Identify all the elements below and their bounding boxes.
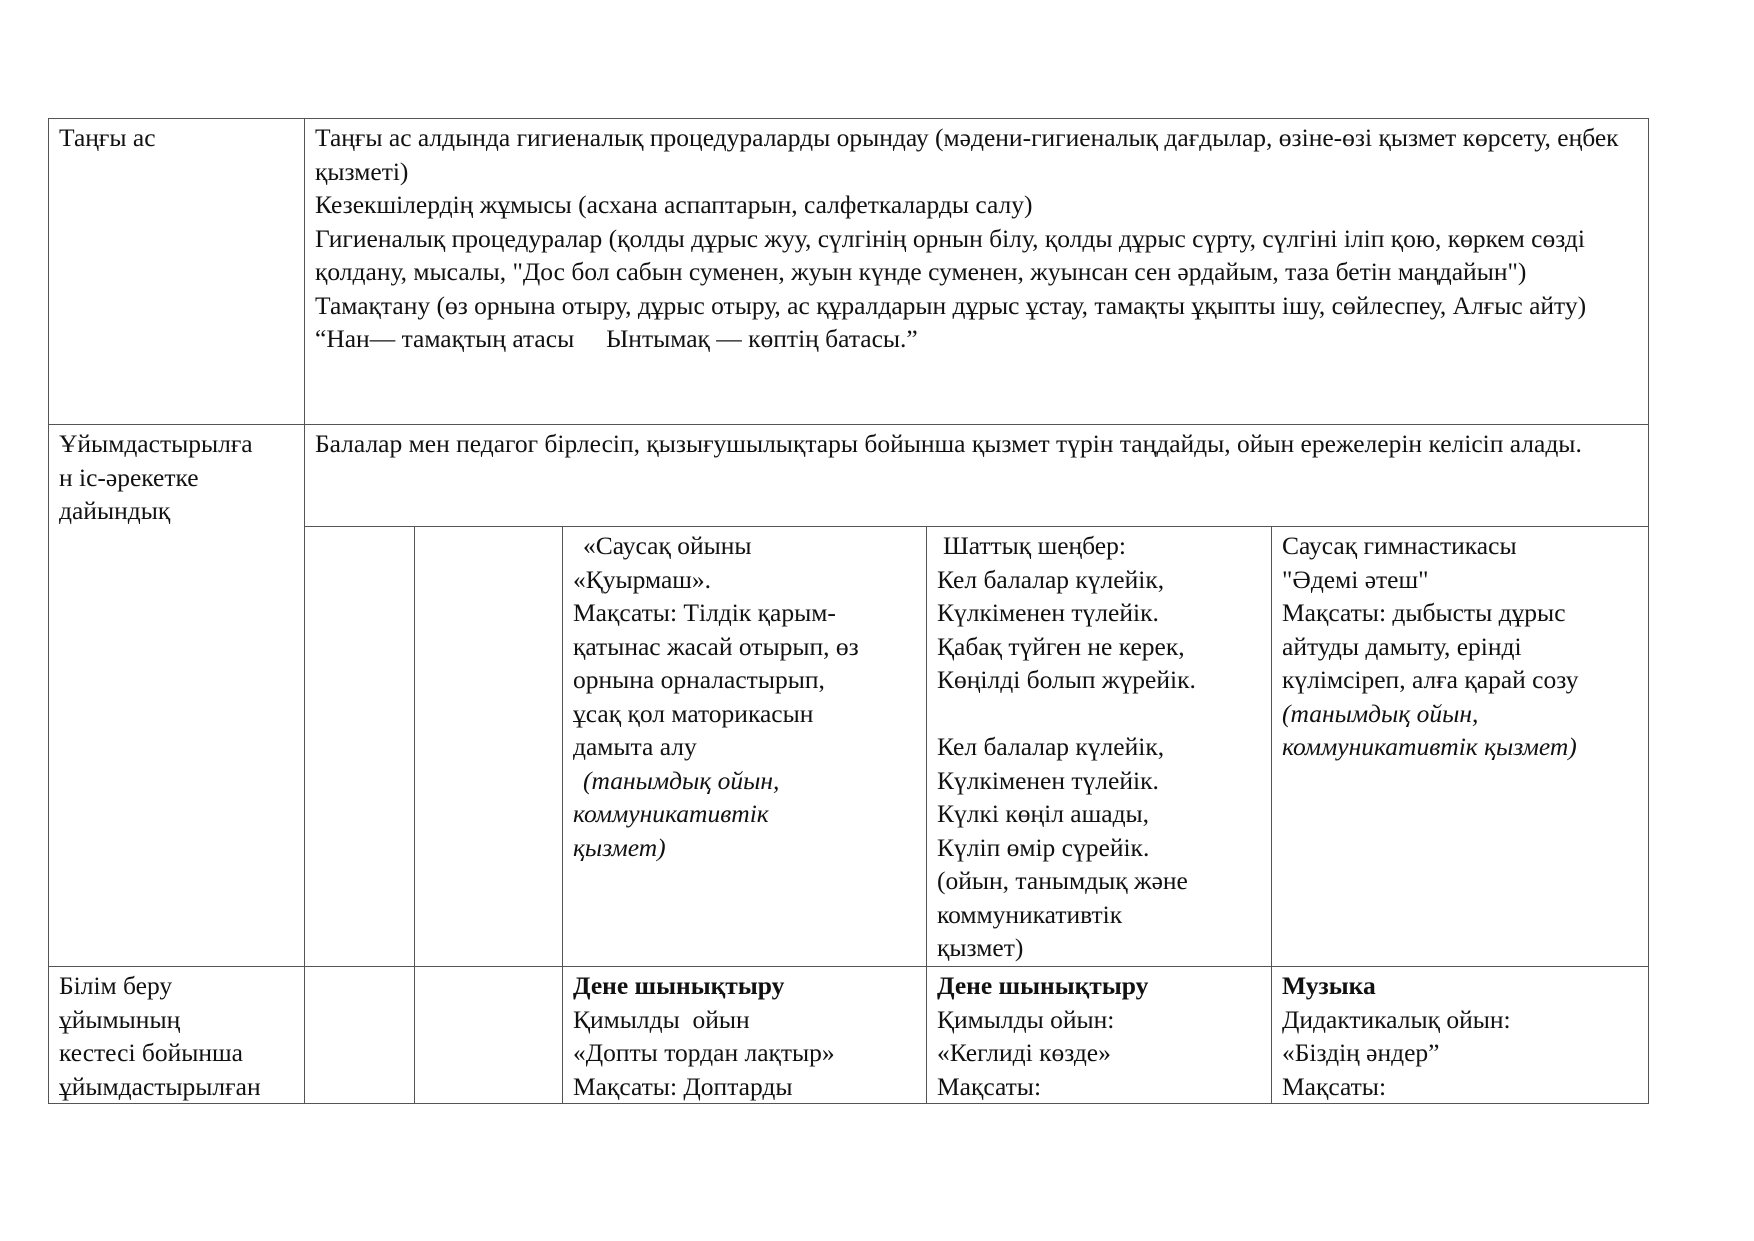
empty-cell-mon bbox=[305, 527, 415, 967]
organized-col3-subject: Дене шынықтыру bbox=[573, 971, 785, 1000]
joy-circle-verse2-line-1: Кел балалар күлейік, bbox=[937, 732, 1165, 761]
organized-col3-line-1: Қимылды ойын bbox=[573, 1004, 750, 1034]
finger-gymnastics-line-4: айтуды дамыту, ерінді bbox=[1282, 631, 1522, 661]
empty-cell-tue bbox=[415, 527, 563, 967]
organized-empty-mon bbox=[305, 967, 415, 1104]
breakfast-label-cell bbox=[49, 119, 305, 425]
finger-gymnastics-activity-2: коммуникативтік қызмет) bbox=[1282, 732, 1577, 761]
breakfast-line-2: Кезекшілердің жұмысы (асхана аспаптарын, салфеткаларды салу) bbox=[315, 190, 1033, 219]
breakfast-line-3: Гигиеналық процедуралар (қолды дұрыс жуу, сүлгінің орнын білу, қолды дұрыс сүрту, сүлгіні іліп қою, көркем сөзді қолдану, мысалы, "Дос бол сабын суменен, жуын күнде суменен, жуынсан сен әрдайым, таза бетін маңдайын") bbox=[315, 223, 1585, 286]
preparation-text: Балалар мен педагог бірлесіп, қызығушылықтары бойынша қызмет түрін таңдайды, ойын ережелерін келісіп алады. bbox=[315, 429, 1582, 458]
organized-col4-subject: Дене шынықтыру bbox=[937, 971, 1149, 1000]
finger-gymnastics-line-2: "Әдемі әтеш" bbox=[1282, 564, 1429, 594]
joy-circle-cell bbox=[927, 527, 1272, 967]
finger-game-line-1: «Саусақ ойыны bbox=[583, 531, 752, 560]
organized-col5-cell bbox=[1272, 967, 1649, 1104]
joy-circle-verse2-line-3: Күлкі көңіл ашады, bbox=[937, 799, 1150, 828]
verse-spacer bbox=[937, 697, 1263, 731]
preparation-row bbox=[49, 425, 1649, 527]
organized-label-cell bbox=[49, 967, 305, 1104]
finger-game-line-6: ұсақ қол маторикасын bbox=[573, 698, 814, 728]
finger-gymnastics-line-1: Саусақ гимнастикасы bbox=[1282, 531, 1517, 560]
finger-game-cell bbox=[563, 527, 927, 967]
organized-label-part-1: Білім беру bbox=[59, 971, 173, 1000]
organized-row bbox=[49, 967, 1649, 1104]
breakfast-content-cell bbox=[305, 119, 1649, 425]
joy-circle-verse2-line-4: Күліп өмір сүрейік. bbox=[937, 832, 1150, 862]
preparation-label-cell bbox=[49, 425, 305, 967]
finger-game-activity-1: (танымдық ойын, bbox=[583, 765, 780, 795]
preparation-label-part-2: н іс-әрекетке bbox=[59, 462, 199, 492]
daily-plan-table bbox=[48, 118, 1649, 1104]
finger-gymnastics-cell bbox=[1272, 527, 1649, 967]
finger-game-line-3: Мақсаты: Тілдік қарым- bbox=[573, 598, 836, 627]
organized-col4-line-1: Қимылды ойын: bbox=[937, 1004, 1115, 1034]
joy-circle-verse1-line-1: Кел балалар күлейік, bbox=[937, 564, 1165, 594]
preparation-text-cell bbox=[305, 425, 1649, 527]
organized-col5-subject: Музыка bbox=[1282, 971, 1376, 1000]
organized-col3-cell bbox=[563, 967, 927, 1104]
finger-game-line-7: дамыта алу bbox=[573, 732, 697, 761]
finger-gymnastics-line-3: Мақсаты: дыбысты дұрыс bbox=[1282, 598, 1566, 627]
joy-circle-activity-1: (ойын, танымдық және bbox=[937, 866, 1188, 895]
breakfast-label: Таңғы ас bbox=[59, 123, 156, 152]
finger-game-line-5: орнына орналастырып, bbox=[573, 665, 825, 694]
joy-circle-verse1-line-4: Көңілді болып жүрейік. bbox=[937, 665, 1196, 694]
joy-circle-activity-3: қызмет) bbox=[937, 933, 1024, 962]
organized-col4-line-2: «Кеглиді көзде» bbox=[937, 1038, 1111, 1067]
preparation-label-part-1: Ұйымдастырылға bbox=[59, 429, 253, 458]
preparation-label-part-3: дайындық bbox=[59, 496, 171, 525]
organized-col5-line-1: Дидактикалық ойын: bbox=[1282, 1004, 1511, 1034]
breakfast-row bbox=[49, 119, 1649, 425]
finger-gymnastics-line-5: күлімсіреп, алға қарай созу bbox=[1282, 665, 1579, 694]
finger-game-line-4: қатынас жасай отырып, өз bbox=[573, 631, 859, 661]
joy-circle-activity-2: коммуникативтік bbox=[937, 899, 1123, 929]
breakfast-line-1: Таңғы ас алдында гигиеналық процедураларды орындау (мәдени-гигиеналық дағдылар, өзіне-өзі қызмет көрсету, еңбек қызметі) bbox=[315, 123, 1619, 186]
organized-col3-line-2: «Допты тордан лақтыр» bbox=[573, 1038, 835, 1067]
organized-empty-tue bbox=[415, 967, 563, 1104]
joy-circle-verse1-line-3: Қабақ түйген не керек, bbox=[937, 631, 1185, 661]
organized-col3-line-3: Мақсаты: Доптарды bbox=[573, 1071, 793, 1101]
finger-game-activity-3: қызмет) bbox=[573, 832, 666, 862]
finger-game-line-2: «Қуырмаш». bbox=[573, 564, 712, 594]
organized-label-part-3: кестесі бойынша bbox=[59, 1038, 244, 1067]
breakfast-proverb: “Нан— тамақтың атасы Ынтымақ — көптің батасы.” bbox=[315, 324, 918, 353]
joy-circle-title: Шаттық шеңбер: bbox=[943, 531, 1126, 560]
organized-col5-line-3: Мақсаты: bbox=[1282, 1071, 1387, 1101]
breakfast-line-4: Тамақтану (өз орнына отыру, дұрыс отыру, ас құралдарын дұрыс ұстау, тамақты ұқыпты ішу, сөйлеспеу, Алғыс айту) bbox=[315, 290, 1587, 320]
organized-label-part-4: ұйымдастырылған bbox=[59, 1071, 261, 1101]
organized-col4-line-3: Мақсаты: bbox=[937, 1071, 1042, 1101]
organized-label-part-2: ұйымының bbox=[59, 1004, 181, 1034]
organized-col5-line-2: «Біздің әндер” bbox=[1282, 1038, 1440, 1067]
joy-circle-verse2-line-2: Күлкіменен түлейік. bbox=[937, 765, 1159, 795]
organized-col4-cell bbox=[927, 967, 1272, 1104]
joy-circle-verse1-line-2: Күлкіменен түлейік. bbox=[937, 598, 1159, 627]
finger-gymnastics-activity-1: (танымдық ойын, bbox=[1282, 698, 1479, 728]
finger-game-activity-2: коммуникативтік bbox=[573, 799, 769, 828]
